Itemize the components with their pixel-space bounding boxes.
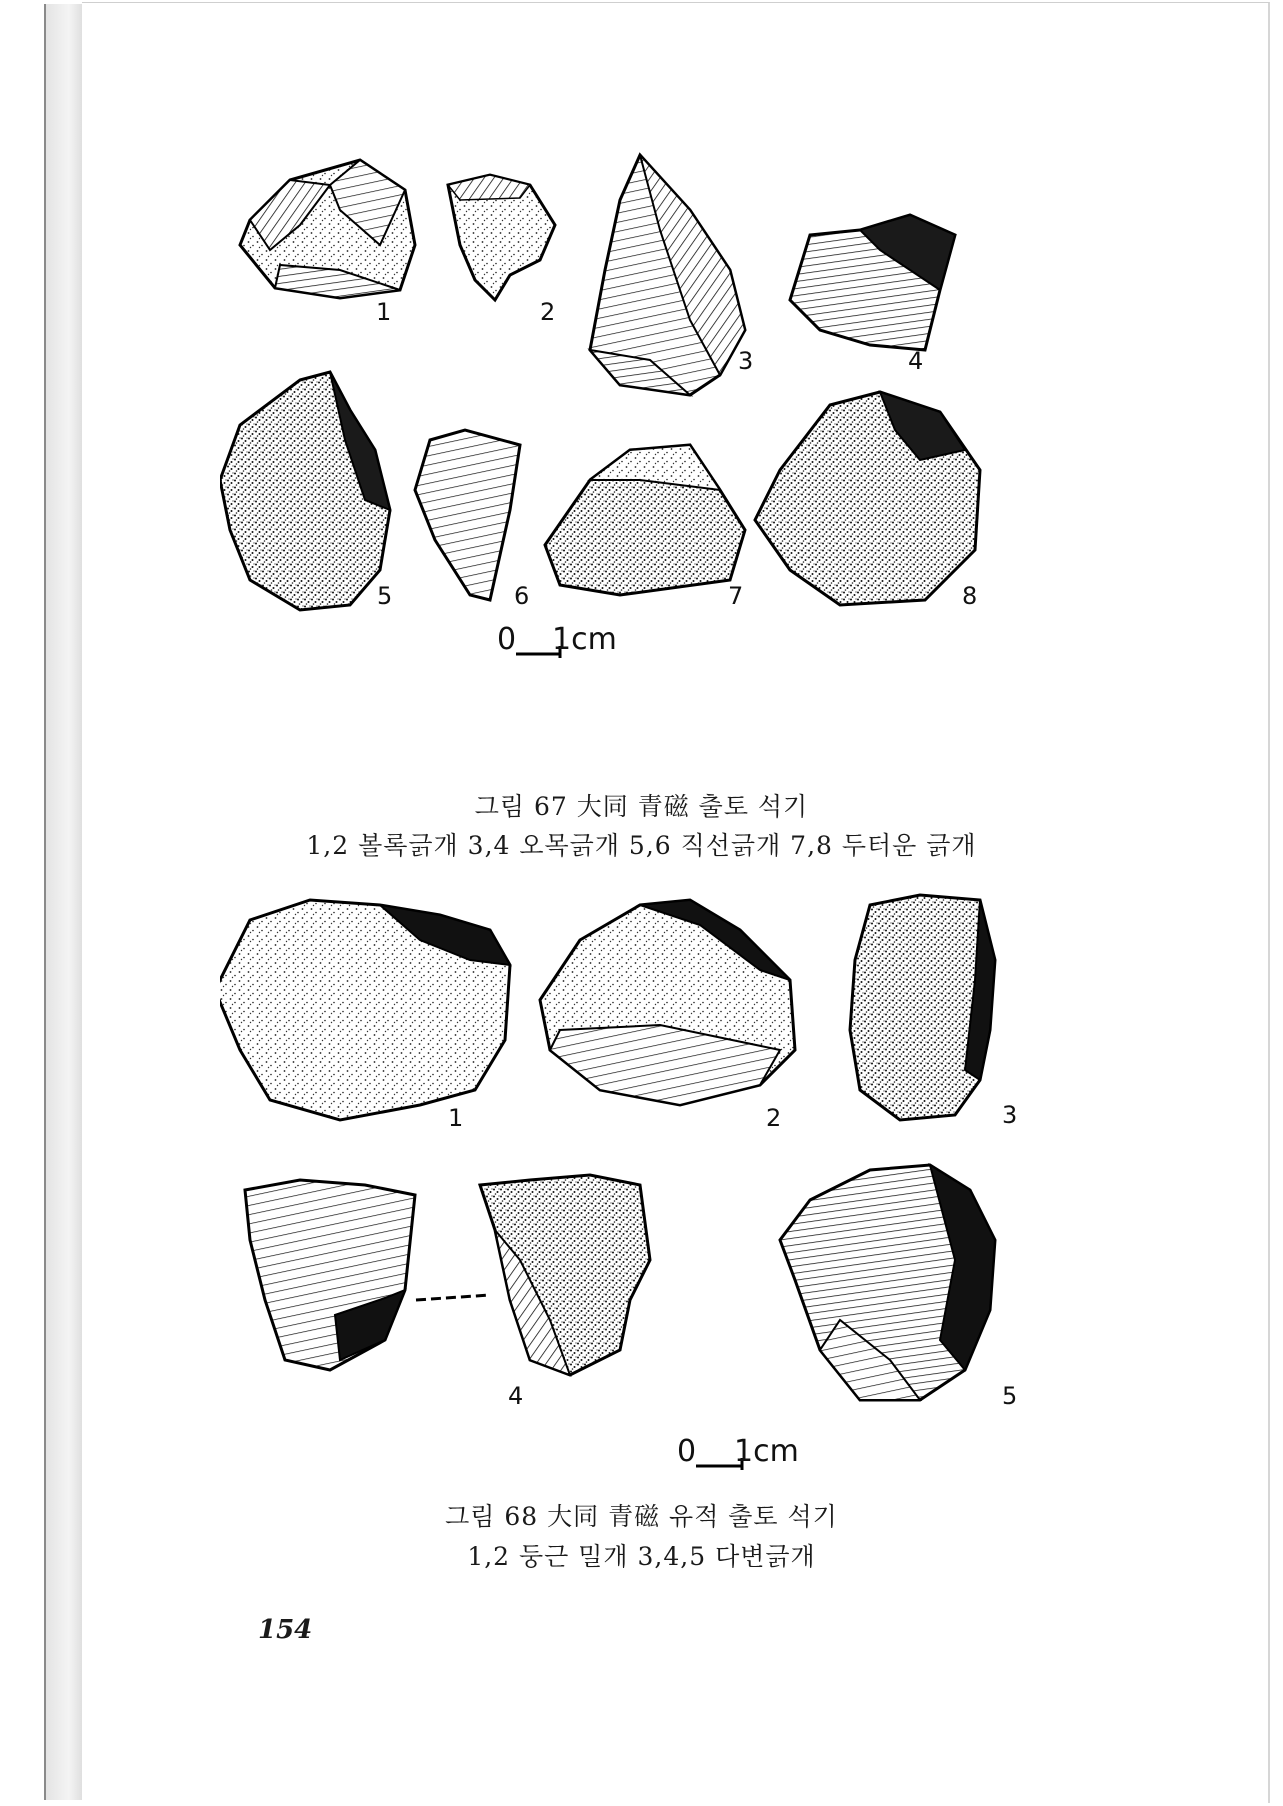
scale-unit-68: 1cm [734,1434,799,1469]
tool-label-6: 6 [514,582,530,610]
tool-68-label-2: 2 [766,1104,782,1132]
stone-tool-3-drawing [590,155,745,395]
stone-tool-7-drawing [545,445,745,595]
stone-tool-68-1-drawing [220,900,510,1120]
tool-label-5: 5 [377,582,393,610]
stone-tool-68-5-drawing [780,1165,995,1400]
tool-68-label-3: 3 [1002,1101,1018,1129]
scale-zero-68: 0 [677,1434,697,1469]
figure-68-caption-body: 1,2 둥근 밀개 3,4,5 다변긁개 [467,1542,816,1571]
tool-68-label-5: 5 [1002,1382,1018,1410]
tool-label-7: 7 [728,582,744,610]
tool-label-4: 4 [908,347,924,375]
page-number: 154 [258,1615,313,1645]
tool-label-3: 3 [738,347,754,375]
stone-tool-8-drawing [755,392,980,605]
stone-tool-6-drawing [415,430,520,600]
figure-68-caption-title: 그림 68 大同 青磁 유적 출토 석기 [445,1502,838,1531]
scale-zero-67: 0 [497,622,517,657]
figure-68 [220,880,1140,1490]
stone-tool-68-4-drawing [245,1175,650,1375]
figure-67-caption-body: 1,2 볼록긁개 3,4 오목긁개 5,6 직선긁개 7,8 두터운 긁개 [306,831,977,860]
stone-tool-68-2-drawing [540,900,795,1105]
stone-tool-5-drawing [220,372,393,610]
tool-label-8: 8 [962,582,978,610]
stone-tool-68-3-drawing [850,895,995,1120]
tool-68-label-1: 1 [448,1104,464,1132]
tool-label-2: 2 [540,298,556,326]
figure-67-caption-title: 그림 67 大同 青磁 출토 석기 [474,792,809,821]
figure-67 [220,150,1140,780]
tool-68-label-4: 4 [508,1382,524,1410]
stone-tool-1-drawing [240,160,415,298]
tool-label-1: 1 [376,298,392,326]
stone-tool-2-drawing [448,175,555,300]
scale-unit-67: 1cm [552,622,617,657]
stone-tool-4-drawing [790,215,955,350]
